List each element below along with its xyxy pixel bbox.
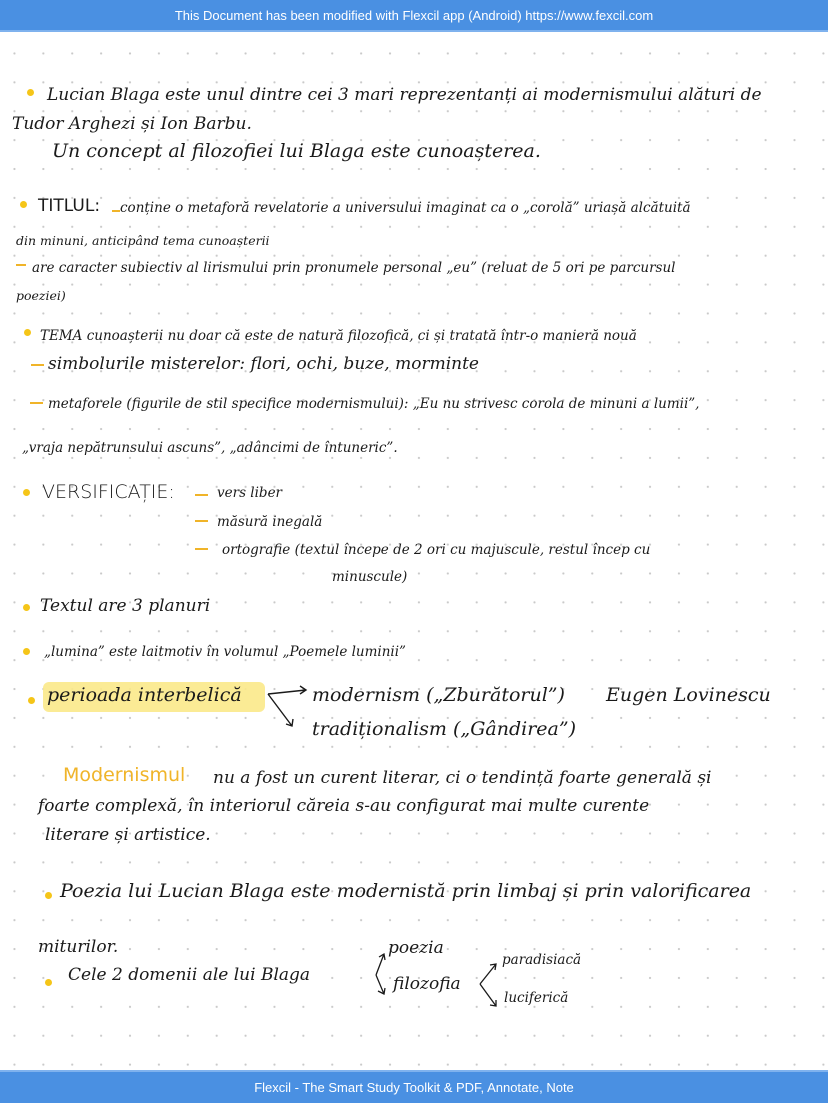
titlu-label: TITLUL: bbox=[38, 196, 101, 216]
tema-line-4: „vraja nepătrunsului ascuns”, „adâncimi de întuneric”. bbox=[22, 440, 398, 456]
dash-icon bbox=[30, 402, 43, 404]
interbelica-branch-1-note: Eugen Lovinescu bbox=[606, 684, 771, 706]
intro-line-1: Lucian Blaga este unul dintre cei 3 mari reprezentanți ai modernismului alături de bbox=[47, 85, 762, 105]
bullet-icon bbox=[23, 604, 30, 611]
top-banner-text: This Document has been modified with Flexcil app (Android) https://www.fexcil.com bbox=[174, 7, 654, 23]
titlu-line-4: poeziei) bbox=[16, 288, 66, 303]
domenii-branch-1: poezia bbox=[388, 938, 444, 958]
modernismul-keyword: Modernismul bbox=[63, 764, 186, 786]
versificatie-continuation: minuscule) bbox=[332, 569, 408, 585]
versificatie-label: VERSIFICAȚIE: bbox=[42, 481, 175, 503]
dash-icon bbox=[195, 548, 208, 550]
branch-arrows-icon bbox=[262, 682, 312, 737]
bullet-icon bbox=[45, 979, 52, 986]
poezia-line-2: miturilor. bbox=[38, 937, 119, 957]
bullet-icon bbox=[23, 489, 30, 496]
domenii-sub-1: paradisiacă bbox=[502, 952, 582, 968]
titlu-line-3: are caracter subiectiv al lirismului prin pronumele personal „eu” (reluat de 5 ori pe parcursul bbox=[32, 260, 676, 276]
titlu-line-1: conține o metaforă revelatorie a universului imaginat ca o „corolă” uriașă alcătuită bbox=[120, 200, 691, 216]
tema-line-3: metaforele (figurile de stil specifice modernismului): „Eu nu strivesc corola de minuni a lumii”, bbox=[48, 396, 700, 412]
poezia-line-1: Poezia lui Lucian Blaga este modernistă prin limbaj și prin valorificarea bbox=[60, 880, 752, 902]
interbelica-label: perioada interbelică bbox=[47, 684, 242, 706]
planuri-text: Textul are 3 planuri bbox=[40, 596, 211, 616]
interbelica-branch-2: tradiționalism („Gândirea”) bbox=[312, 718, 576, 740]
bottom-watermark-banner bbox=[0, 1070, 828, 1103]
dash-icon bbox=[195, 494, 208, 496]
titlu-line-2: din minuni, anticipând tema cunoașterii bbox=[16, 233, 270, 248]
bullet-icon bbox=[24, 329, 31, 336]
bullet-icon bbox=[23, 648, 30, 655]
versificatie-item-1: vers liber bbox=[217, 485, 283, 501]
domenii-sub-2: luciferică bbox=[504, 990, 569, 1006]
tema-line-2: simbolurile misterelor: flori, ochi, buze, morminte bbox=[48, 354, 479, 374]
intro-line-3: Un concept al filozofiei lui Blaga este cunoașterea. bbox=[52, 140, 541, 162]
lumina-text: „lumina” este laitmotiv în volumul „Poemele luminii” bbox=[44, 644, 406, 660]
versificatie-item-3: ortografie (textul începe de 2 ori cu majuscule, restul încep cu bbox=[222, 542, 651, 558]
modernismul-line-1: nu a fost un curent literar, ci o tendință foarte generală și bbox=[213, 768, 712, 788]
dash-icon bbox=[31, 364, 44, 366]
intro-line-2: Tudor Arghezi și Ion Barbu. bbox=[12, 114, 252, 134]
top-watermark-banner bbox=[0, 0, 828, 32]
tema-line-1: TEMA cunoașterii nu doar că este de natură filozofică, ci și tratată într-o manieră nouă bbox=[40, 328, 637, 344]
domenii-label: Cele 2 domenii ale lui Blaga bbox=[68, 965, 311, 985]
dash-icon bbox=[16, 264, 26, 266]
branch-arrows-icon bbox=[366, 950, 390, 1000]
note-page[interactable] bbox=[0, 32, 828, 1070]
interbelica-branch-1: modernism („Zburătorul”) bbox=[312, 684, 565, 706]
versificatie-item-2: măsură inegală bbox=[217, 514, 323, 530]
dash-icon bbox=[112, 210, 120, 212]
domenii-branch-2: filozofia bbox=[393, 974, 461, 994]
bullet-icon bbox=[20, 201, 27, 208]
branch-arrows-icon bbox=[474, 956, 502, 1012]
bottom-banner-text: Flexcil - The Smart Study Toolkit & PDF, Annotate, Note bbox=[254, 1080, 574, 1095]
dash-icon bbox=[195, 520, 208, 522]
bullet-icon bbox=[28, 697, 35, 704]
bullet-icon bbox=[45, 892, 52, 899]
modernismul-line-2: foarte complexă, în interiorul căreia s-au configurat mai multe curente bbox=[38, 796, 650, 816]
modernismul-line-3: literare și artistice. bbox=[45, 825, 211, 845]
bullet-icon bbox=[27, 89, 34, 96]
